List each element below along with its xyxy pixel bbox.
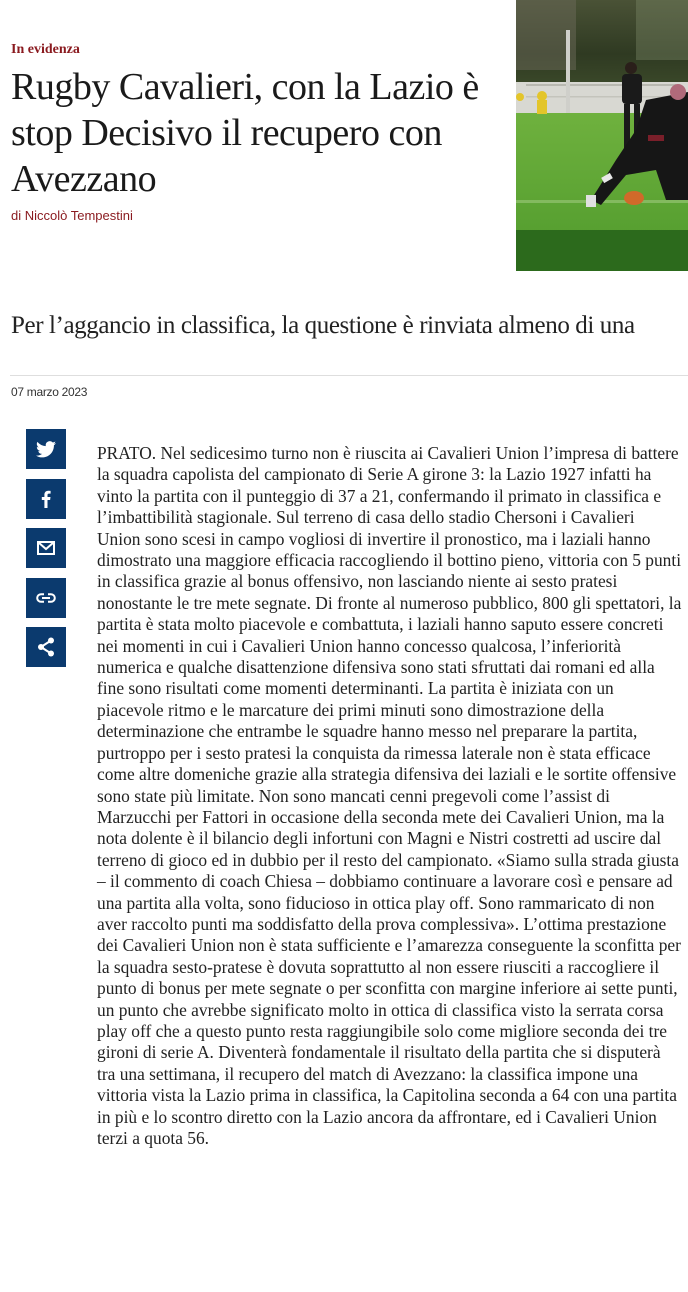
share-more-button[interactable]: [26, 627, 66, 667]
link-icon: [36, 593, 56, 603]
article-headline: Rugby Cavalieri, con la Lazio è stop Decisivo il recupero con Avezzano: [11, 66, 479, 200]
share-facebook-button[interactable]: [26, 479, 66, 519]
publish-date: 07 marzo 2023: [11, 385, 88, 399]
author-byline[interactable]: di Niccolò Tempestini: [11, 208, 133, 223]
section-kicker[interactable]: In evidenza: [11, 42, 80, 57]
hero-image[interactable]: [516, 0, 688, 271]
twitter-icon: [36, 441, 56, 458]
mail-icon: [37, 541, 55, 555]
share-bar: [26, 429, 66, 677]
share-twitter-button[interactable]: [26, 429, 66, 469]
article-subtitle: Per l’aggancio in classifica, la questione è rinviata almeno di una: [11, 312, 635, 339]
share-email-button[interactable]: [26, 528, 66, 568]
rugby-photo: [516, 0, 688, 271]
share-icon: [37, 637, 55, 657]
facebook-icon: [41, 490, 51, 508]
copy-link-button[interactable]: [26, 578, 66, 618]
divider: [10, 375, 688, 376]
article-body: PRATO. Nel sedicesimo turno non è riuscita ai Cavalieri Union l’impresa di battere la squadra capolista del campionato di Serie A girone 3: la Lazio 1927 infatti ha vinto la partita con il punteggio di 37 a 21, confermando il primato in classifica e l’imbattibilità stagionale. Sul terreno di casa dello stadio Chersoni i Cavalieri Union sono scesi in campo vogliosi di invertire il pronostico, ma i laziali hanno dimostrato una maggiore efficacia raccogliendo il bottino pieno, vittoria con 5 punti in classifica grazie al bonus offensivo, non lasciando niente ai sesto pratesi nonostante le tre mete segnate. Di fronte al numeroso pubblico, 800 gli spettatori, la partita è stata molto piacevole e combattuta, i laziali hanno saputo essere concreti nei momenti in cui i Cavalieri Union hanno concesso qualcosa, l’inferiorità numerica e qualche disattenzione difensiva sono stati sfruttati dai romani ed alla fine sono risultati come momenti determinanti. La partita è iniziata con un piacevole ritmo e le marcature dei primi minuti sono dimostrazione della determinazione che entrambe le squadre hanno messo nel preparare la partita, purtroppo per i sesto pratesi la conquista da rimessa laterale non è stata efficace come altre domeniche grazie alla strategia difensiva dei laziali e le sortite offensive sono state più limitate. Non sono mancati cenni pregevoli come l’assist di Marzucchi per Fattori in occasione della seconda mete dei Cavalieri Union, ma la nota dolente è il bilancio degli infortuni con Magni e Nistri costretti ad uscire dal terreno di gioco ed in dubbio per il resto del campionato. «Siamo sulla strada giusta – il commento di coach Chiesa – dobbiamo continuare a lavorare così e pensare ad una partita alla volta, sono fiducioso in ottica play off. Sono rammaricato di non aver raccolto punti ma soddisfatto della prova complessiva». L’ottima prestazione dei Cavalieri Union non è stata sufficiente e l’amarezza conseguente la sconfitta per la squadra sesto-pratese è dovuta soprattutto al non essere riusciti a raccogliere il punto di bonus per mete segnate o per sconfitta con margine inferiore ai sette punti, un punto che avrebbe significato molto in ottica di classifica visto la serrata corsa play off che a questo punto resta raggiungibile solo come migliore seconda dei tre gironi di serie A. Diventerà fondamentale il risultato della partita che si disputerà tra una settimana, il recupero del match di Avezzano: la classifica impone una vittoria vista la Lazio prima in classifica, la Capitolina seconda a 64 con una partita in più e lo scontro diretto con la Lazio ancora da affrontare, ed i Cavalieri Union terzi a quota 56.: [97, 443, 682, 1148]
